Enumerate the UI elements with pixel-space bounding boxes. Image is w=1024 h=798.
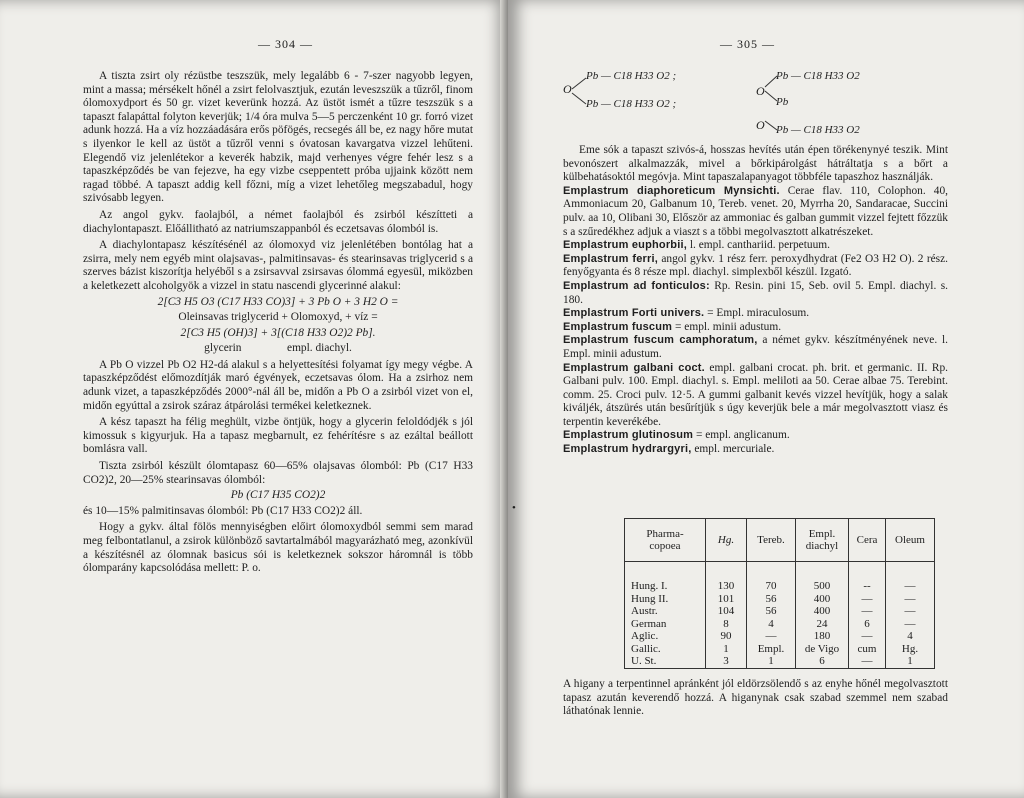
paragraph: A diachylontapasz készítésénél az ólomoxyd viz jelenlétében bontólag hat a zsirra, mely nem egyéb mint olajsavas-, palmitinsavas- és stearinsavas triglycerid s a szerves bázist kiszorítja helyéből s a zsirsavval zsirsavas ólommá egyesül, miközben a keletkezett alcoholgyök a vizzel in statu nascendi glycerinné alakul: xyxy=(83,239,473,292)
entry-title: Emplastrum galbani coct. xyxy=(563,361,705,374)
entry xyxy=(563,334,948,361)
table-cell: 90 xyxy=(706,630,747,643)
equation: 2[C3 H5 (OH)3] + 3[(C18 H33 O2)2 Pb]. xyxy=(180,326,376,339)
entry-text: l. empl. canthariid. perpetuum. xyxy=(687,239,830,252)
entry-title: Emplastrum ad fonticulos: xyxy=(563,279,710,292)
table-cell: Hg. xyxy=(886,643,935,656)
table-cell: 3 xyxy=(706,655,747,668)
table-row xyxy=(625,630,935,643)
entry-title: Emplastrum Forti univers. xyxy=(563,307,705,320)
formula: Pb — C18 H33 O2 xyxy=(776,70,860,82)
entry-title: Emplastrum hydrargyri, xyxy=(563,443,692,456)
column-header: Empl. diachyl xyxy=(796,519,849,562)
table-cell: 6 xyxy=(796,655,849,668)
table-cell: 101 xyxy=(706,593,747,606)
entry xyxy=(563,443,948,457)
entry-text: empl. galbani crocat. ph. brit. et germanic. II. Rp. Galbani pulv. 100. Empl. diachyl. s. Empl. meliloti aa 50. Cerae albae 75. Terebint. comm. 25. Croci pulv. 12·5. A gummi galbanit kevés vizzel hevítjük, hogy a salak kiváljék, átszürés után besűrítjük s úgy keverjük bele a már megolvasztott viasz és terpentin keverékébe. xyxy=(563,361,948,428)
margin-mark: • xyxy=(512,502,516,514)
table-cell: — xyxy=(747,630,796,643)
equation-caption: glycerin empl. diachyl. xyxy=(204,342,352,355)
entry-text: empl. mercuriale. xyxy=(691,443,775,456)
entry-text: = empl. anglicanum. xyxy=(693,429,790,442)
entry xyxy=(563,280,948,307)
table-cell: 4 xyxy=(886,630,935,643)
entry-title: Emplastrum ferri, xyxy=(563,252,658,265)
table-cell: 500 xyxy=(796,562,849,593)
table-cell: 400 xyxy=(796,593,849,606)
formula: Pb — C18 H33 O2 ; xyxy=(586,98,677,110)
paragraph: és 10—15% palmitinsavas ólomból: Pb (C17 H33 CO2)2 áll. xyxy=(83,504,363,517)
table-cell: — xyxy=(886,605,935,618)
entry xyxy=(563,185,948,239)
entry-title: Emplastrum fuscum xyxy=(563,320,673,333)
table-cell: 400 xyxy=(796,605,849,618)
formula-o: O xyxy=(563,82,572,96)
table-row xyxy=(625,562,935,593)
table-cell: de Vigo xyxy=(796,643,849,656)
table-cell: German xyxy=(625,618,706,631)
equation-caption: Oleinsavas triglycerid + Olomoxyd, + víz = xyxy=(178,311,378,324)
table-cell: 180 xyxy=(796,630,849,643)
entry xyxy=(563,362,948,430)
text-column xyxy=(83,70,473,576)
table-cell: — xyxy=(886,618,935,631)
table-cell: Austr. xyxy=(625,605,706,618)
bond-lines xyxy=(570,74,590,108)
right-page xyxy=(508,0,1024,798)
entry-title: Emplastrum fuscum camphoratum, xyxy=(563,334,758,347)
table-cell: — xyxy=(886,593,935,606)
paragraph: Hogy a gykv. által fölös mennyiségben előirt ólomoxydból semmi sem marad meg felbontatlanul, a zsirok különböző savtartalmából magyarázható meg, azonkívül a készítésnél az ólomnak basicus sói is keletkeznek sokszor háromnál is több ólomparány kapcsolódása mellett: P. o. xyxy=(83,521,473,575)
formula-o: O xyxy=(756,118,765,132)
formula: Pb — C18 H33 O2 ; xyxy=(586,70,677,82)
table-cell: 1 xyxy=(706,643,747,656)
table-cell: — xyxy=(849,605,886,618)
paragraph: Tiszta zsirból készült ólomtapasz 60—65% olajsavas ólomból: Pb (C17 H33 CO2)2, 20—25% stearinsavas ólomból: xyxy=(83,460,473,486)
table-cell: Empl. xyxy=(747,643,796,656)
table-cell: 8 xyxy=(706,618,747,631)
formula: Pb — C18 H33 O2 xyxy=(776,124,860,136)
bond-lines xyxy=(763,72,779,134)
entry-text: = Empl. miraculosum. xyxy=(704,307,810,320)
column-header: Pharma-copoea xyxy=(625,519,706,562)
table-cell: — xyxy=(849,630,886,643)
table-row xyxy=(625,593,935,606)
entry xyxy=(563,321,948,335)
table-row xyxy=(625,605,935,618)
paragraph: Az angol gykv. faolajból, a német faolajból és zsirból készítteti a diachylontapaszt. Előállitható az natriumszappanból és eczetsavas ólomból is. xyxy=(83,208,473,235)
equation: 2[C3 H5 O3 (C17 H33 CO)3] + 3 Pb O + 3 H2 O = xyxy=(157,295,399,308)
entry-title: Emplastrum diaphoreticum Mynsichti. xyxy=(563,184,780,197)
entry-text: Cerae flav. 110, Colophon. 40, Ammoniacum 20, Galbanum 10, Tereb. venet. 20, Myrrha 20, Sandaracae, Succini pulv. aa 10, Olibani 30, Először az ammoniac és galban gummit vizzel fejtett főzzük s a szűredékhez adjuk a viaszt s a többi megolvasztott alkatrészeket. xyxy=(563,184,948,238)
entry-text: Rp. Resin. pini 15, Seb. ovil 5. Empl. diachyl. s. 180. xyxy=(563,279,948,306)
paragraph: A Pb O vizzel Pb O2 H2-dá alakul s a helyettesítési folyamat így megy végbe. A tapaszképződést előmozdítják maró égvények, eczetsavas ólom. Ha a zsirhoz nem adunk vizet, a tapaszképződés 2000°-nál áll be, midőn a Pb O a zsirból vizet von el, midőn egyúttal a zsirok száraz átpárolási termékei keletkeznek. xyxy=(83,358,473,412)
page-number: — 305 — xyxy=(720,37,775,51)
table-row xyxy=(625,655,935,668)
table-cell: — xyxy=(849,593,886,606)
text-column xyxy=(563,144,948,457)
table-cell: -- xyxy=(849,562,886,593)
table-cell: — xyxy=(849,655,886,668)
column-header: Oleum xyxy=(886,519,935,562)
entry xyxy=(563,429,948,443)
formula: Pb xyxy=(776,96,789,108)
table-cell: — xyxy=(886,562,935,593)
table-cell: 104 xyxy=(706,605,747,618)
table-cell: Aglic. xyxy=(625,630,706,643)
paragraph: A kész tapaszt ha félig meghült, vizbe öntjük, hogy a glycerin feloldódjék s jól kimossuk s kigyurjuk. Ha a tapasz megbarnult, ez fehérítésre s az ezáltal beállott bomlásra vall. xyxy=(83,416,473,456)
table-row xyxy=(625,618,935,631)
entry-title: Emplastrum euphorbii, xyxy=(563,239,687,252)
equation: Pb (C17 H35 CO2)2 xyxy=(230,489,326,502)
entry xyxy=(563,239,948,253)
entry-text: a német gykv. készítményének neve. l. Empl. minii adustum. xyxy=(563,334,948,360)
column-header: Hg. xyxy=(706,519,747,562)
table-cell: 70 xyxy=(747,562,796,593)
table-header-row xyxy=(625,519,935,562)
table-cell: 6 xyxy=(849,618,886,631)
entry xyxy=(563,253,948,280)
table-cell: 56 xyxy=(747,605,796,618)
table-cell: 130 xyxy=(706,562,747,593)
entry-title: Emplastrum glutinosum xyxy=(563,429,694,442)
table-cell: 1 xyxy=(747,655,796,668)
column-header: Tereb. xyxy=(747,519,796,562)
table-cell: cum xyxy=(849,643,886,656)
table-cell: 56 xyxy=(747,593,796,606)
table-row xyxy=(625,643,935,656)
table-cell: 1 xyxy=(886,655,935,668)
footer-paragraph: A higany a terpentinnel apránként jól eldörzsölendő s az enyhe hőnél megolvasztott tapasz azután keverendő hozzá. A higanynak csak szabad szemmel nem szabad láthatónak lennie. xyxy=(563,678,948,718)
table-cell: 24 xyxy=(796,618,849,631)
formula-o: O xyxy=(756,84,765,98)
table-cell: Hung II. xyxy=(625,593,706,606)
entry xyxy=(563,307,948,321)
table-cell: U. St. xyxy=(625,655,706,668)
table-cell: Hung. I. xyxy=(625,562,706,593)
column-header: Cera xyxy=(849,519,886,562)
table-cell: 4 xyxy=(747,618,796,631)
pharmacopoeia-table xyxy=(624,518,935,669)
table-cell: Gallic. xyxy=(625,643,706,656)
page-number: — 304 — xyxy=(258,37,313,51)
paragraph: A tiszta zsirt oly rézüstbe teszszük, mely legalább 6 - 7-szer nagyobb legyen, mint a massa; mérsékelt hőnél a zsirt felolvasztjuk, ezután leveszszük a tűzről, finom ólomoxydport és 50 gr. vizet keverünk hozzá. Az üstöt ismét a tűzre teszszük s a tapaszt falapáttal folyton keverjük; 1/4 óra mulva 5—5 perczenként 10 gr. forró vizet adunk hozzá. Ha a víz hozzáadására erős pöfögés, recsegés áll be, ez nagy hőre mutat s ilyenkor le kell az üstöt a tűzről venni s óvatosan kavargatva vizzel lehűteni. Elegendő viz jelenlétekor a keverék habzik, majd verhenyes végre fehér lesz s a tapaszképződés be van fejezve, ha egy vizbe cseppentett próba ujjaink között nem ragad többé. A tapaszt addig kell főzni, míg a vizet lehetőleg megszabadul, hogy szivósabb legyen. xyxy=(83,70,473,205)
paragraph: Eme sók a tapaszt szivós-á, hosszas hevítés után épen törékenynyé teszik. Mint bevonószert alkalmazzák, mivel a bőrkipárolgást hátráltatja s a bőrt a külbehatásoktól megóvja. Mint tapaszalapanyagot többféle tapaszhoz használják. xyxy=(563,144,948,184)
entry-text: angol gykv. 1 rész ferr. peroxydhydrat (Fe2 O3 H2 O). 2 rész. fenyőgyanta és 8 része mpl. diachyl. simplexből készül. Izgató. xyxy=(563,252,949,279)
entry-text: = empl. minii adustum. xyxy=(672,320,782,333)
left-page xyxy=(0,0,508,798)
